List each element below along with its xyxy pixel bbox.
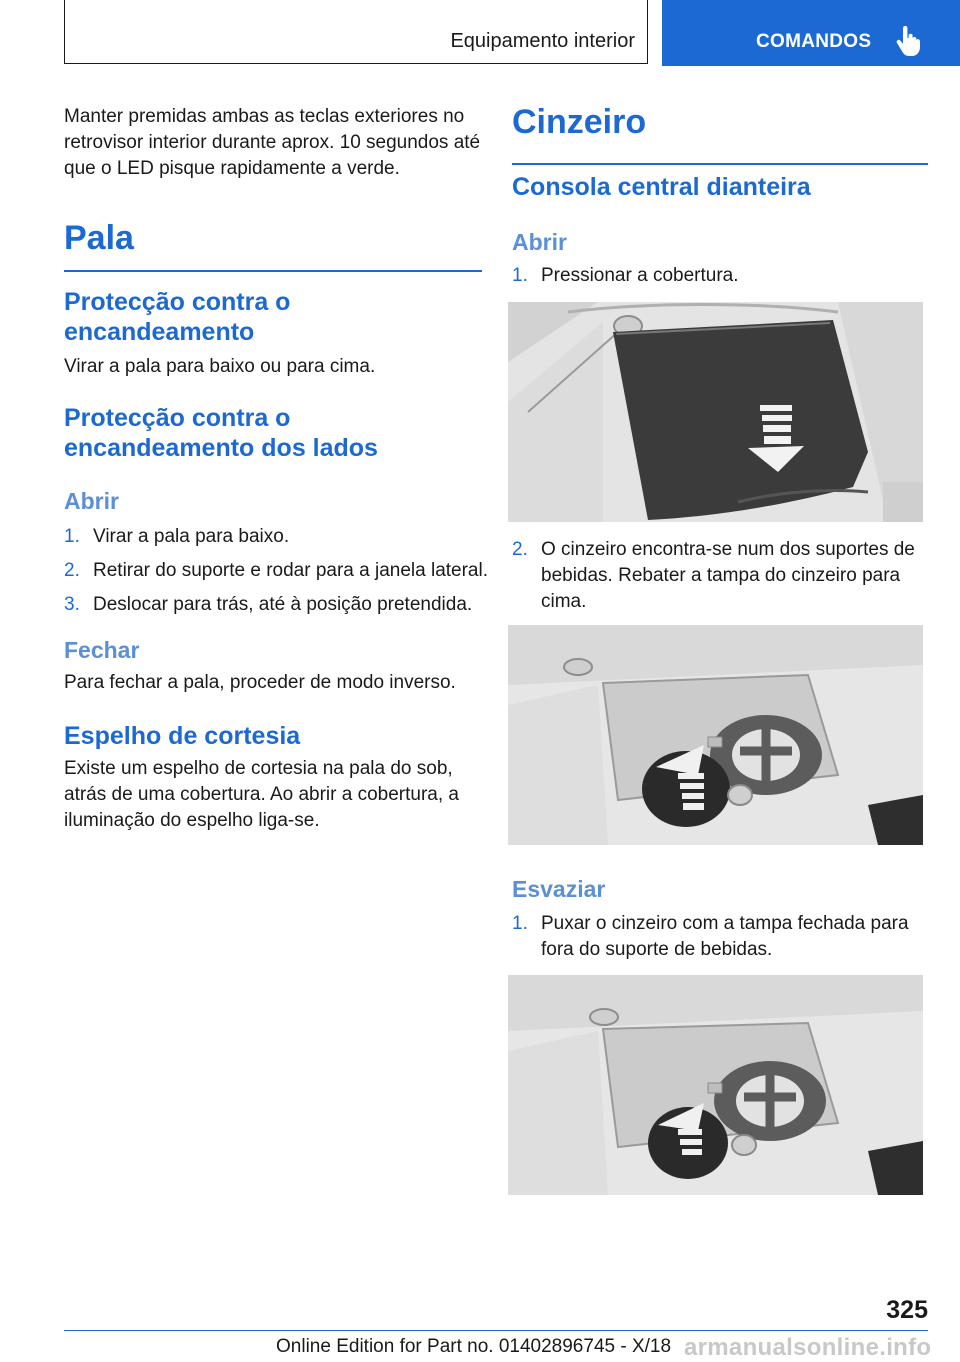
page-number: 325 (886, 1296, 928, 1324)
ashtray-section (512, 102, 928, 165)
ashtray-open-heading: Abrir (512, 229, 567, 255)
list-item: 2. O cinzeiro encontra-se num dos suportes de bebidas. Rebater a tampa do cinzeiro para cima. (512, 539, 915, 612)
intro-paragraph: Manter premidas ambas as teclas exteriores no retrovisor interior durante aprox. 10 segundos até que o LED pisque rapidamente a verde. (64, 106, 481, 179)
list-item: 1. Pressionar a cobertura. (512, 265, 739, 286)
list-item: 1. Puxar o cinzeiro com a tampa fechada para fora do suporte de bebidas. (512, 913, 909, 960)
console-cover-illustration (508, 302, 923, 522)
open-steps-list (64, 524, 489, 618)
ashtray-open-step2 (512, 537, 928, 615)
list-item: 1. Virar a pala para baixo. (64, 526, 290, 547)
section-title: Equipamento interior (450, 30, 635, 52)
ashtray-remove-illustration (508, 975, 923, 1195)
chapter-title: COMANDOS (756, 31, 872, 52)
pala-heading: Pala (64, 219, 134, 257)
mirror-paragraph: Existe um espelho de cortesia na pala do sob, atrás de uma cobertura. Ao abrir a cobertura, a iluminação do espelho liga-se. (64, 758, 459, 831)
console-heading: Consola central dianteira (512, 173, 811, 201)
section-tab (64, 0, 648, 64)
heading-rule (64, 270, 482, 272)
ashtray-remove-drawing (508, 975, 923, 1195)
close-heading: Fechar (64, 637, 140, 663)
watermark: armanualsonline.info (684, 1334, 932, 1361)
list-item: 3. Deslocar para trás, até à posição pretendida. (64, 594, 473, 615)
ashtray-heading: Cinzeiro (512, 103, 647, 141)
footer-rule (64, 1330, 928, 1331)
empty-heading: Esvaziar (512, 876, 606, 902)
ashtray-open-illustration (508, 625, 923, 845)
glare-paragraph: Virar a pala para baixo ou para cima. (64, 356, 376, 377)
edition-text: Online Edition for Part no. 01402896745 - X/18 (276, 1336, 672, 1357)
page-header (0, 0, 960, 70)
heading-rule (512, 163, 928, 165)
side-glare-heading: Protecção contra o encandeamento dos lados (64, 404, 378, 462)
ashtray-open-step1 (512, 263, 928, 289)
ashtray-open-drawing (508, 625, 923, 845)
list-item: 2. Retirar do suporte e rodar para a janela lateral. (64, 560, 489, 581)
open-heading: Abrir (64, 488, 119, 514)
close-paragraph: Para fechar a pala, proceder de modo inverso. (64, 672, 456, 693)
glare-heading: Protecção contra o encandeamento (64, 288, 291, 346)
hand-pointer-icon (896, 26, 920, 56)
mirror-heading: Espelho de cortesia (64, 722, 301, 750)
empty-steps-list (512, 911, 928, 963)
console-cover-drawing (508, 302, 923, 522)
pala-section (64, 218, 482, 272)
chapter-tab (662, 0, 960, 66)
